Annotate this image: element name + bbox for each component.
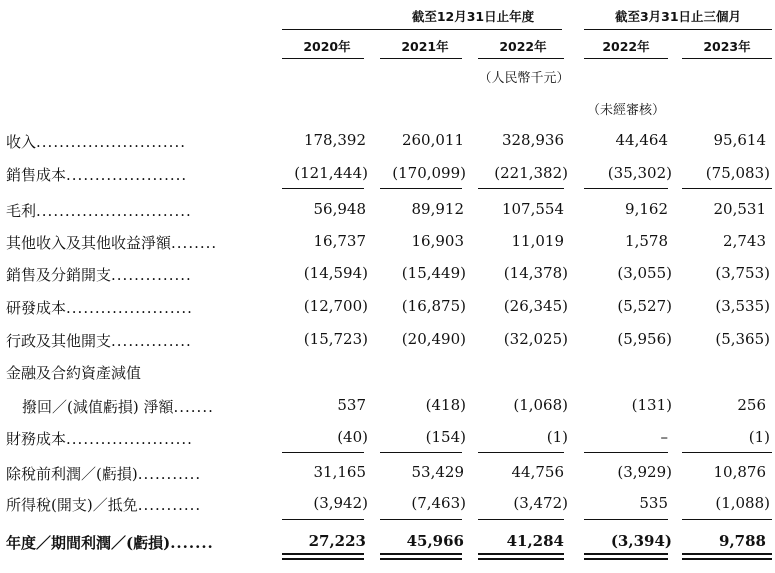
cell-value: (3,942): [313, 494, 368, 512]
cell-value: (5,365): [715, 330, 770, 348]
unaudited-note: （未經審核）: [586, 103, 665, 118]
cell-value: (418): [425, 396, 466, 414]
group-rule-quarter: [584, 29, 772, 30]
cell-value: 89,912: [411, 200, 464, 218]
cell-value: (26,345): [503, 297, 568, 315]
cell-value: 9,162: [625, 200, 668, 218]
subtotal-rule: [282, 188, 364, 189]
cell-value: 16,737: [313, 232, 366, 250]
column-header-2020: 2020年: [303, 39, 351, 54]
cell-value: (3,472): [513, 494, 568, 512]
cell-value-total: 41,284: [506, 532, 564, 550]
cell-value: (3,055): [617, 264, 672, 282]
cell-value: 16,903: [411, 232, 464, 250]
row-label-selling-expenses: 銷售及分銷開支..............: [6, 266, 192, 284]
column-header-2023-q1: 2023年: [703, 39, 751, 54]
total-double-rule: [682, 558, 772, 560]
cell-value: (5,527): [617, 297, 672, 315]
cell-value: (3,535): [715, 297, 770, 315]
column-rule: [584, 58, 668, 59]
column-header-2022: 2022年: [499, 39, 547, 54]
cell-value: (14,594): [303, 264, 368, 282]
cell-value: 535: [639, 494, 668, 512]
total-double-rule: [380, 553, 462, 555]
row-label-finance-costs: 財務成本......................: [6, 430, 193, 448]
total-double-rule: [282, 558, 364, 560]
cell-value: 20,531: [713, 200, 766, 218]
cell-value: (3,929): [617, 463, 672, 481]
subtotal-rule: [584, 188, 668, 189]
subtotal-rule: [380, 452, 462, 453]
cell-value-total: 45,966: [406, 532, 464, 550]
cell-value: (154): [425, 428, 466, 446]
cell-value: (15,449): [401, 264, 466, 282]
cell-value: 10,876: [713, 463, 766, 481]
cell-value: (32,025): [503, 330, 568, 348]
row-label-rd-costs: 研發成本......................: [6, 299, 193, 317]
cell-value: (12,700): [303, 297, 368, 315]
cell-value: 260,011: [401, 131, 464, 149]
cell-value: (1,068): [513, 396, 568, 414]
subtotal-rule: [682, 188, 772, 189]
subtotal-rule: [282, 452, 364, 453]
cell-value: (221,382): [494, 164, 568, 182]
cell-value-total: (3,394): [610, 532, 672, 550]
row-label-revenue: 收入..........................: [6, 133, 186, 151]
column-header-2022-q1: 2022年: [602, 39, 650, 54]
cell-value: 44,464: [615, 131, 668, 149]
cell-value: 537: [337, 396, 366, 414]
cell-value: 31,165: [313, 463, 366, 481]
total-double-rule: [380, 558, 462, 560]
cell-value: (131): [631, 396, 672, 414]
cell-value: (1): [546, 428, 568, 446]
cell-value: (35,302): [607, 164, 672, 182]
row-label-impairment-net: 撥回／(減值虧損) 淨額.......: [22, 398, 214, 416]
cell-value: (170,099): [392, 164, 466, 182]
subtotal-rule: [682, 519, 772, 520]
cell-value: (20,490): [401, 330, 466, 348]
total-double-rule: [584, 558, 668, 560]
cell-value: 11,019: [511, 232, 564, 250]
cell-value-total: 27,223: [308, 532, 366, 550]
cell-value-total: 9,788: [719, 532, 766, 550]
cell-value: 44,756: [511, 463, 564, 481]
column-rule: [478, 58, 564, 59]
cell-value: (16,875): [401, 297, 466, 315]
subtotal-rule: [478, 519, 564, 520]
group-header-year: 截至12月31日止年度: [411, 9, 535, 24]
cell-value: 53,429: [411, 463, 464, 481]
cell-value: 178,392: [303, 131, 366, 149]
currency-note: （人民幣千元）: [478, 71, 570, 86]
cell-value: (121,444): [294, 164, 368, 182]
group-rule-year: [282, 29, 562, 30]
subtotal-rule: [584, 452, 668, 453]
cell-value: –: [660, 428, 668, 446]
row-label-cost-of-sales: 銷售成本.....................: [6, 166, 188, 184]
subtotal-rule: [478, 452, 564, 453]
column-rule: [380, 58, 462, 59]
cell-value: (75,083): [705, 164, 770, 182]
cell-value: 95,614: [713, 131, 766, 149]
total-double-rule: [584, 553, 668, 555]
cell-value: (15,723): [303, 330, 368, 348]
cell-value: 2,743: [723, 232, 766, 250]
cell-value: (3,753): [715, 264, 770, 282]
column-rule: [282, 58, 364, 59]
cell-value: 256: [737, 396, 766, 414]
cell-value: (7,463): [411, 494, 466, 512]
total-double-rule: [282, 553, 364, 555]
row-label-income-tax: 所得稅(開支)／抵免...........: [6, 496, 202, 514]
subtotal-rule: [380, 188, 462, 189]
row-label-other-income: 其他收入及其他收益淨額........: [6, 234, 218, 252]
subtotal-rule: [282, 519, 364, 520]
cell-value: 56,948: [313, 200, 366, 218]
group-header-quarter: 截至3月31日止三個月: [614, 9, 742, 24]
row-label-gross-profit: 毛利...........................: [6, 202, 192, 220]
cell-value: (1,088): [715, 494, 770, 512]
cell-value: 328,936: [501, 131, 564, 149]
row-label-admin-expenses: 行政及其他開支..............: [6, 332, 192, 350]
cell-value: (5,956): [617, 330, 672, 348]
subtotal-rule: [478, 188, 564, 189]
subtotal-rule: [380, 519, 462, 520]
cell-value: (1): [748, 428, 770, 446]
cell-value: (14,378): [503, 264, 568, 282]
row-label-net-profit: 年度／期間利潤／(虧損).......: [6, 534, 214, 552]
column-header-2021: 2021年: [401, 39, 449, 54]
cell-value: 107,554: [501, 200, 564, 218]
subtotal-rule: [584, 519, 668, 520]
total-double-rule: [478, 558, 564, 560]
subtotal-rule: [682, 452, 772, 453]
cell-value: (40): [337, 428, 368, 446]
row-label-profit-before-tax: 除稅前利潤／(虧損)...........: [6, 465, 202, 483]
total-double-rule: [478, 553, 564, 555]
column-rule: [682, 58, 772, 59]
row-label-impairment-heading: 金融及合約資產減值: [6, 364, 142, 382]
cell-value: 1,578: [625, 232, 668, 250]
total-double-rule: [682, 553, 772, 555]
